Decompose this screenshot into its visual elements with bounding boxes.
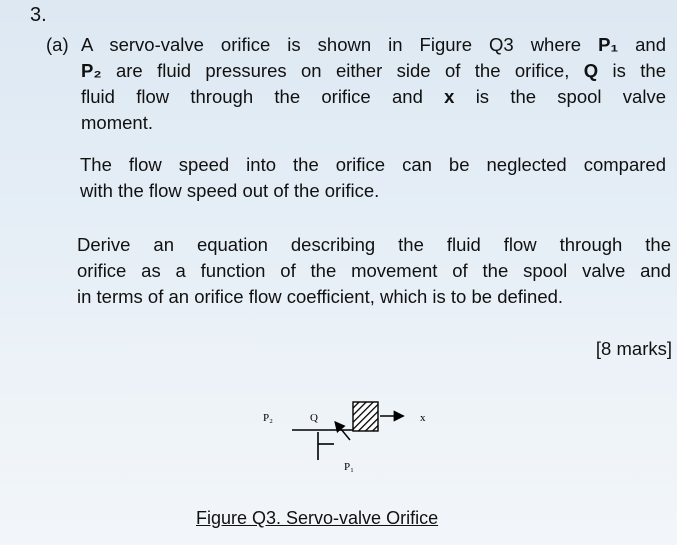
task-line-3: in terms of an orifice flow coefficient, which is to be defined. [77, 286, 564, 307]
question-number: 3. [30, 4, 47, 26]
part-a-line-2: P₂ are fluid pressures on either side of the orifice, Q is the [81, 60, 667, 81]
part-a-line-1-text: A servo-valve orifice is shown in Figure Q3 where P₁ and [81, 34, 666, 55]
part-a-paragraph [46, 32, 666, 136]
part-a-line-1 [46, 32, 666, 58]
assumption-line-1: The flow speed into the orifice can be neglected compared [80, 154, 666, 175]
flow-arrow [336, 423, 350, 440]
p2-label: P₂ [263, 412, 273, 424]
task-line-1: Derive an equation describing the fluid flow through the [77, 234, 671, 255]
figure-caption: Figure Q3. Servo-valve Orifice [196, 508, 439, 528]
task-paragraph [77, 232, 671, 310]
spool-valve [353, 402, 378, 431]
part-label: (a) [46, 34, 69, 55]
servo-valve-orifice-diagram [250, 390, 440, 485]
part-a-line-4: moment. [81, 112, 153, 133]
assumption-line-2: with the flow speed out of the orifice. [80, 180, 380, 201]
marks-label: [8 marks] [595, 338, 672, 359]
x-label: x [420, 412, 426, 424]
q-label: Q [310, 412, 318, 424]
task-line-2: orifice as a function of the movement of the spool valve and [77, 260, 671, 281]
assumption-paragraph [80, 152, 666, 204]
part-a-line-3: fluid flow through the orifice and x is the spool valve [81, 86, 666, 107]
p1-label: P₁ [344, 461, 354, 473]
